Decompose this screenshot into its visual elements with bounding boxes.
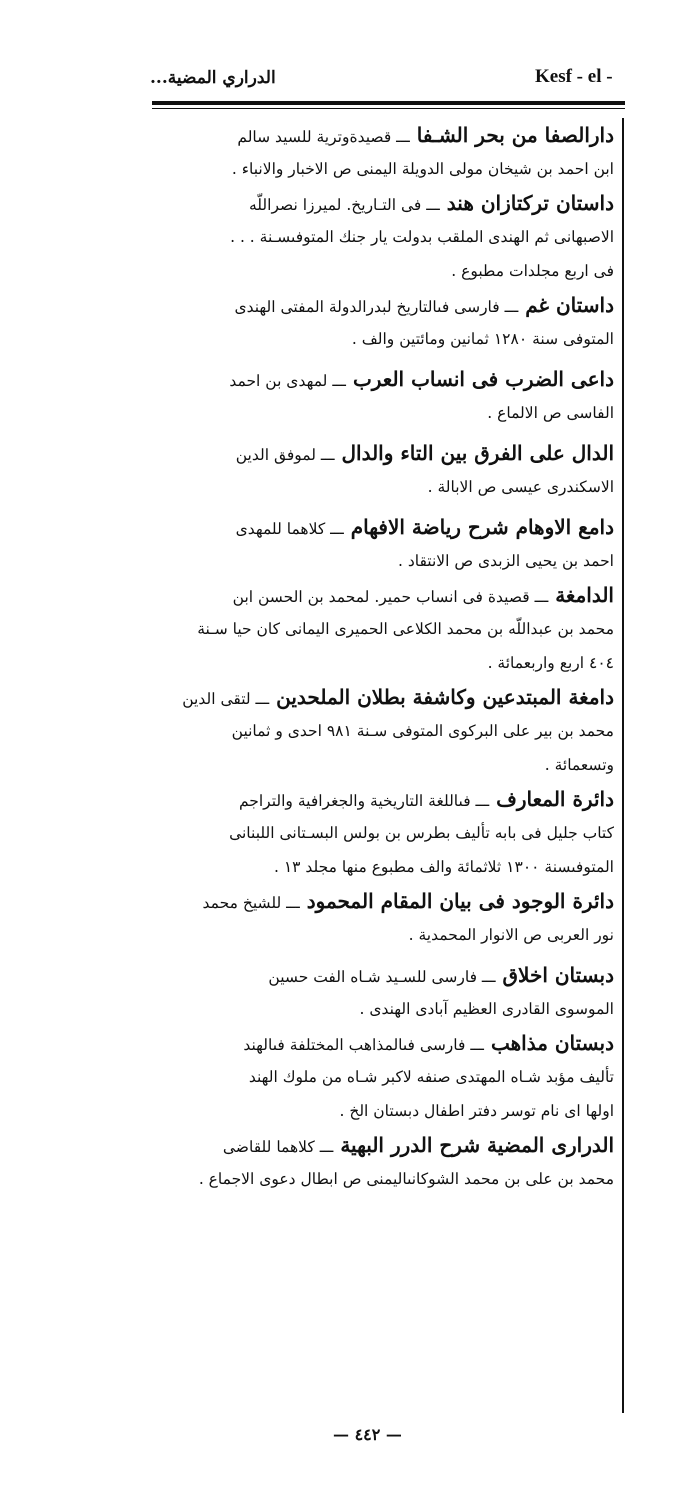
entry-line: ٤٠٤ اربع واربعمائة . [487,654,614,672]
header-rule-thin [152,108,625,109]
entry-head-line [152,288,614,322]
entry-desc: ـــ فارسى فىالتاريخ لبدرالدولة المفتى الهندى [234,298,519,316]
entry-desc: ـــ فارسى فىالمذاهب المختلفة فىالهند [243,1036,484,1054]
entry-desc: ـــ كلاهما للمهدى [235,520,344,538]
entry-line: فى اربع مجلدات مطبوع . [451,262,614,280]
entry-title: دامغة المبتدعين وكاشفة بطلان الملحدين [276,685,614,709]
entry-desc: ـــ فى التـاريخ. لميرزا نصراللّه [248,196,440,214]
entry-head-line [152,578,614,612]
entry-title: داستان تركتازان هند [446,191,614,215]
entry-title: الدامغة [555,583,614,607]
entry-desc: ـــ كلاهما للقاضى [222,1138,334,1156]
entry-head-line [152,118,614,152]
entry-line: احمد بن يحيى الزبدى ص الانتقاد . [397,552,614,570]
entry-line: وتسعمائة . [544,756,614,774]
entry-title: الدال على الفرق بين التاء والدال [341,441,614,465]
entry-title: دائرة الوجود فى بيان المقام المحمود [306,889,614,913]
entry-desc: ـــ لتقى الدين [182,690,270,708]
entry-title: داعى الضرب فى انساب العرب [352,367,614,391]
entry-desc: ـــ لموفق الدين [235,446,335,464]
entry-desc: ـــ لمهدى بن احمد [229,372,346,390]
entry-line: محمد بن بير على البركوى المتوفى سـنة ٩٨١ احدى و ثمانين [231,722,614,740]
entry-head-line [152,436,614,470]
entry-title: دبستان اخلاق [502,963,614,987]
entry-line: محمد بن عبداللّه بن محمد الكلاعى الحميرى اليمانى كان حيا سـنة [197,620,614,638]
column-rule [622,118,624,1413]
entry-head-line [152,1026,614,1060]
entry-line: تأليف مؤبد شـاه المهتدى صنفه لاكبر شـاه من ملوك الهند [248,1068,614,1086]
entry-line: ابن احمد بن شيخان مولى الدويلة اليمنى ص الاخبار والانباء . [231,160,614,178]
entry-head-line [152,510,614,544]
entry-title: دائرة المعارف [496,787,614,811]
entry-line: محمد بن على بن محمد الشوكانىاليمنى ص ابطال دعوى الاجماع . [198,1170,614,1188]
entry-line: الموسوى القادرى العظيم آبادى الهندى . [359,1000,614,1018]
entry-desc: ـــ قصيدة فى انساب حمير. لمحمد بن الحسن ابن [232,588,549,606]
header-rule-thick [152,101,625,105]
entry-line: كتاب جليل فى بابه تأليف بطرس بن بولس البسـتانى اللبنانى [229,824,614,842]
entry-title: دامع الاوهام شرح رياضة الافهام [350,515,614,539]
entry-head-line [152,680,614,714]
entry-line: المتوفىسنة ١٣٠٠ ثلاثمائة والف مطبوع منها مجلد ١٣ . [273,858,614,876]
entry-desc: ـــ فارسى للسـيد شـاه الفت حسين [268,968,496,986]
entry-line: المتوفى سنة ١٢٨٠ ثمانين ومائتين والف . [351,330,614,348]
section-label: Kesf - el - [535,66,613,87]
entry-desc: ـــ فىاللغة التاريخية والجغرافية والتراجم [238,792,490,810]
entry-line: اولها اى نام توسر دفتر اطفال دبستان الخ . [339,1102,614,1120]
entry-title: دارالصفا من بحر الشـفا [416,123,614,147]
running-title: الدراري المضية... [150,68,276,88]
entry-desc: ـــ للشيخ محمد [202,894,300,912]
entry-title: الدرارى المضية شرح الدرر البهية [340,1133,614,1157]
entry-line: الاصبهانى ثم الهندى الملقب بدولت يار جنك المتوفىسـنة . . . [230,228,614,246]
entry-line: الفاسى ص الالماع . [487,404,614,422]
entry-head-line [152,958,614,992]
page-number: — ٤٤٢ — [333,1425,402,1444]
entry-head-line [152,782,614,816]
entry-line: نور العربى ص الانوار المحمدية . [408,926,614,944]
entry-head-line [152,884,614,918]
entry-line: الاسكندرى عيسى ص الابالة . [427,478,614,496]
entry-desc: ـــ قصيدةوترية للسيد سالم [237,128,410,146]
entry-head-line [152,362,614,396]
entry-head-line [152,186,614,220]
entries-column [152,118,614,1196]
entry-head-line [152,1128,614,1162]
entry-title: دبستان مذاهب [490,1031,614,1055]
entry-title: داستان غم [525,293,614,317]
